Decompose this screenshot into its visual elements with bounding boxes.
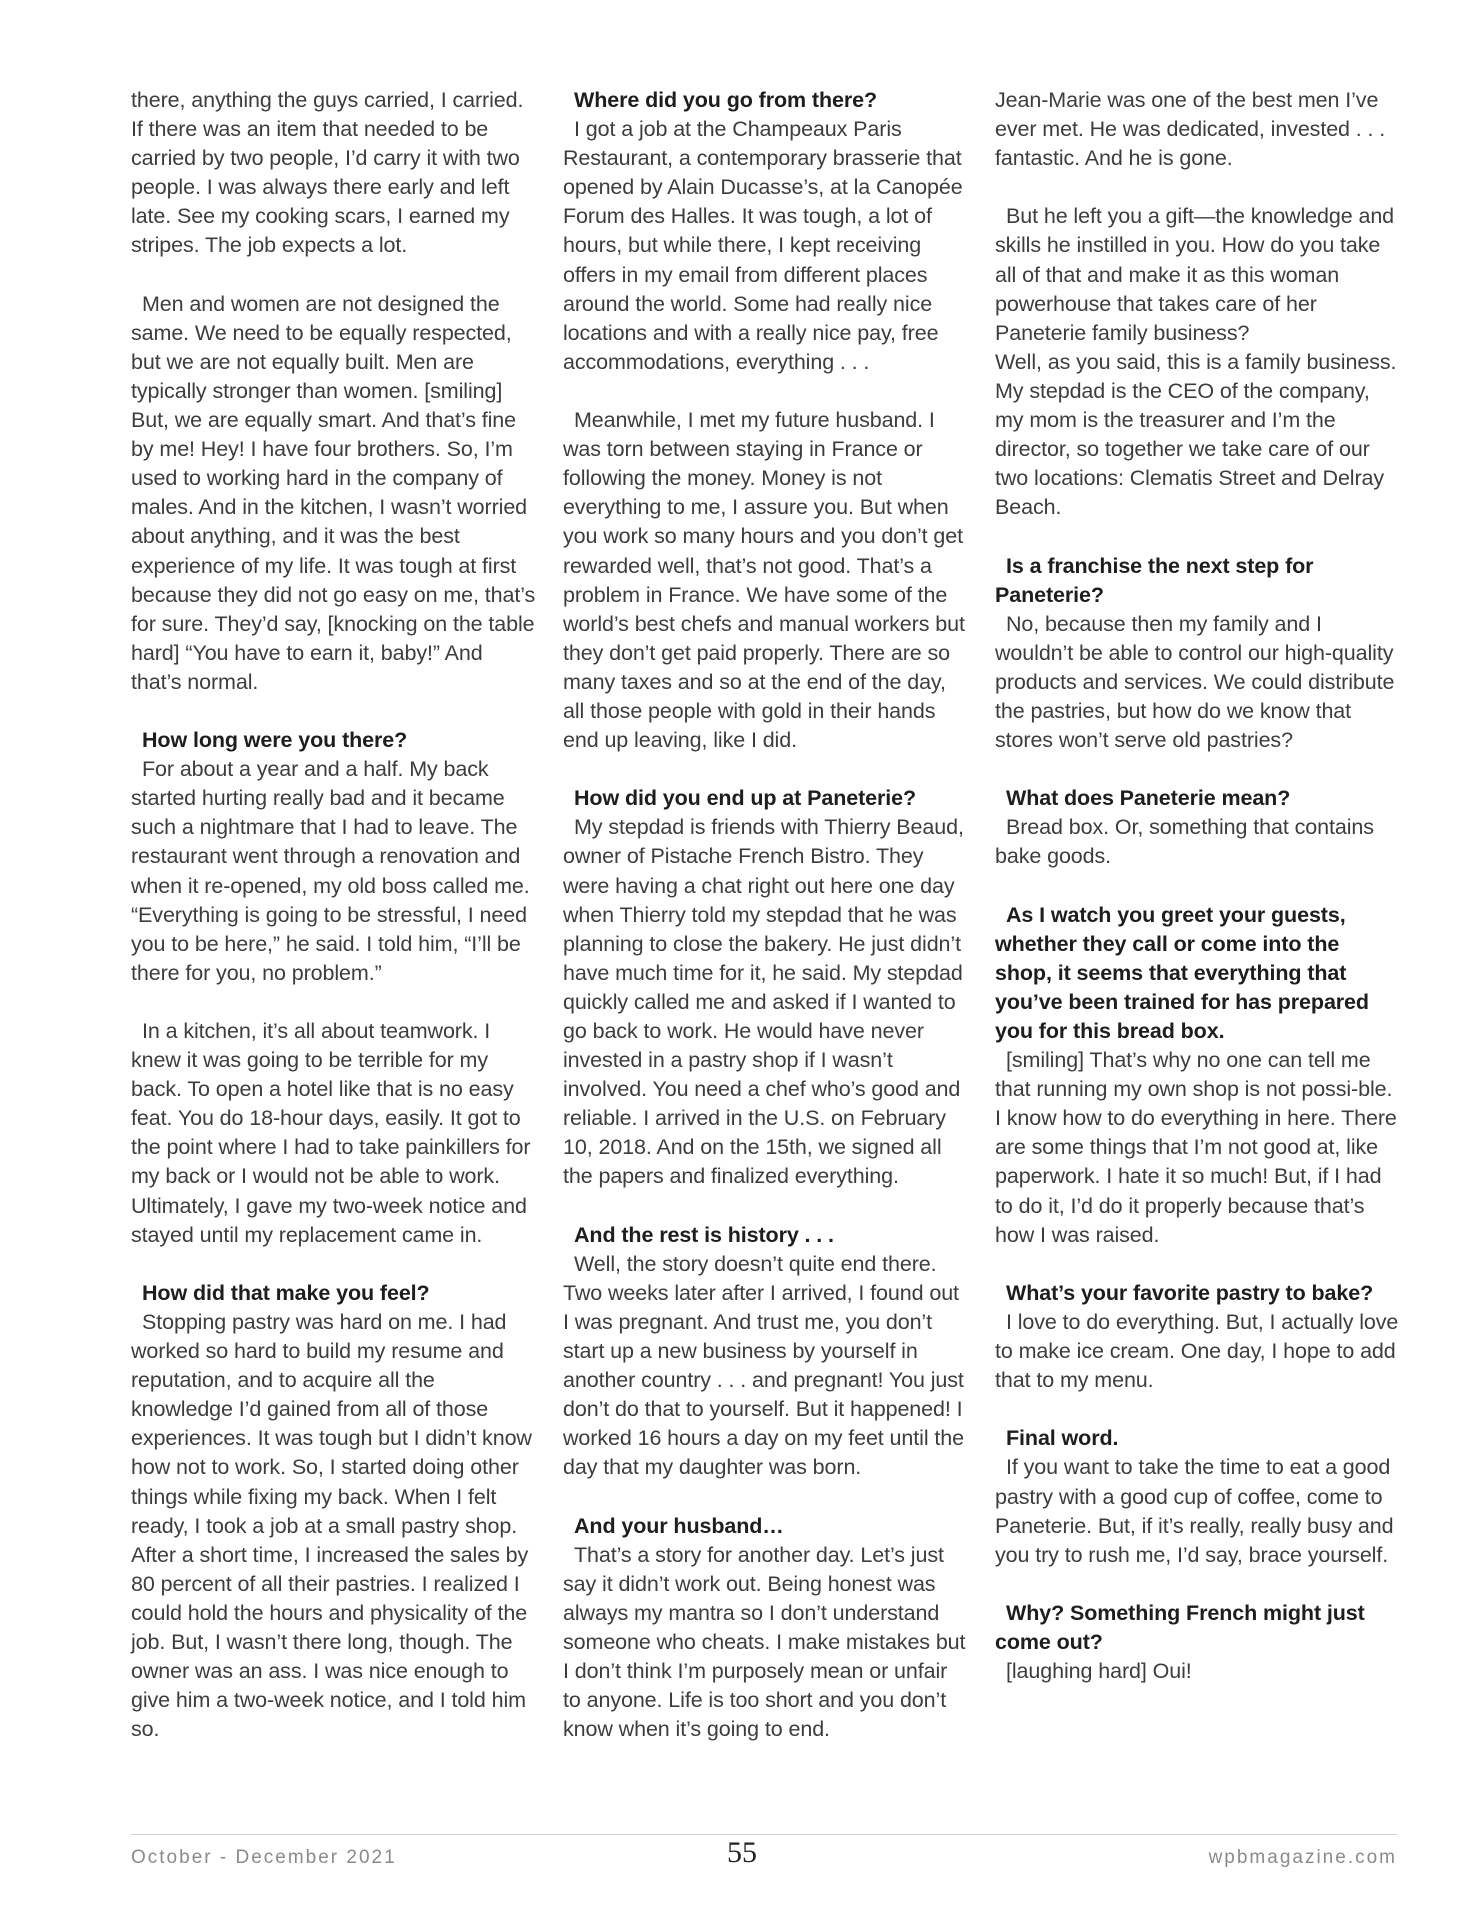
- article-column-3: [995, 86, 1400, 1686]
- interview-answer: I got a job at the Champeaux Paris Restaurant, a contemporary brasserie that opened by Alain Ducasse’s, at la Canopée Forum des Halles. It was tough, a lot of hours, but while there, I kept receiving offers in my email from different places around the world. Some had really nice locations and with a really nice pay, free accommodations, everything . . .: [563, 117, 963, 374]
- body-paragraph: there, anything the guys carried, I carried. If there was an item that needed to be carried by two people, I’d carry it with two people. I was always there early and left late. See my cooking scars, I earned my stripes. The job expects a lot.: [131, 88, 524, 258]
- footer-website: wpbmagazine.com: [1208, 1847, 1397, 1868]
- body-paragraph: In a kitchen, it’s all about teamwork. I knew it was going to be terrible for my back. To open a hotel like that is no easy feat. You do 18-hour days, easily. It got to the point where I had to take painkillers for my back or I would not be able to work. Ultimately, I gave my two-week notice and stayed until my replacement came in.: [131, 1019, 531, 1247]
- interview-question: Final word.: [1006, 1426, 1119, 1451]
- interview-answer: I love to do everything. But, I actually love to make ice cream. One day, I hope to add that to my menu.: [995, 1309, 1399, 1393]
- interview-question: And the rest is history . . .: [574, 1222, 834, 1247]
- interview-answer: My stepdad is friends with Thierry Beaud, owner of Pistache French Bistro. They were having a chat right out here one day when Thierry told my stepdad that he was planning to close the bakery. He just didn’t have much time for it, he said. My stepdad quickly called me and asked if I wanted to go back to work. He would have never invested in a pastry shop if I wasn’t involved. You need a chef who’s good and reliable. I arrived in the U.S. on February 10, 2018. And on the 15th, we signed all the papers and finalized everything.: [563, 815, 964, 1189]
- interview-question: How long were you there?: [142, 728, 408, 753]
- interview-question-continued: But he left you a gift—the knowledge and skills he instilled in you. How do you take all of that and make it as this woman powerhouse that takes care of her Paneterie family business?: [995, 204, 1395, 345]
- page-number: 55: [727, 1836, 757, 1869]
- interview-answer: Well, the story doesn’t quite end there. Two weeks later after I arrived, I found out I was pregnant. And trust me, you don’t start up a new business by yourself in another country . . . and pregnant! You just don’t do that to yourself. But it happened! I worked 16 hours a day on my feet until the day that my daughter was born.: [563, 1251, 964, 1480]
- interview-question: As I watch you greet your guests, whether they call or come into the shop, it seems that everything that you’ve been trained for has prepared you for this bread box.: [995, 902, 1369, 1043]
- interview-question: Why? Something French might just come out?: [995, 1600, 1365, 1654]
- interview-question: What’s your favorite pastry to bake?: [1006, 1280, 1374, 1305]
- interview-answer: Well, as you said, this is a family business. My stepdad is the CEO of the company, my mom is the treasurer and I’m the director, so together we take care of our two locations: Clematis Street and Delray Beach.: [995, 349, 1397, 520]
- article-column-1: [131, 86, 536, 1744]
- footer-issue-date: October - December 2021: [131, 1847, 397, 1868]
- interview-answer: If you want to take the time to eat a good pastry with a good cup of coffee, come to Paneterie. But, if it’s really, really busy and you try to rush me, I’d say, brace yourself.: [995, 1455, 1394, 1567]
- interview-answer: No, because then my family and I wouldn’t be able to control our high-quality products and services. We could distribute the pastries, but how do we know that stores won’t serve old pastries?: [995, 611, 1395, 753]
- interview-answer: For about a year and a half. My back started hurting really bad and it became such a nightmare that I had to leave. The restaurant went through a renovation and when it re-opened, my old boss called me. “Everything is going to be stressful, I need you to be here,” he said. I told him, “I’ll be there for you, no problem.”: [131, 757, 530, 985]
- interview-answer: That’s a story for another day. Let’s just say it didn’t work out. Being honest was always my mantra so I don’t understand someone who cheats. I make mistakes but I don’t think I’m purposely mean or unfair to anyone. Life is too short and you don’t know when it’s going to end.: [563, 1542, 966, 1742]
- interview-question: What does Paneterie mean?: [1006, 786, 1291, 811]
- interview-question: How did that make you feel?: [142, 1280, 430, 1305]
- interview-answer: [smiling] That’s why no one can tell me that running my own shop is not possi-ble. I know how to do everything in here. There are some things that I’m not good at, like paperwork. I hate it so much! But, if I had to do it, I’d do it properly because that’s how I was raised.: [995, 1048, 1397, 1247]
- interview-question: Is a franchise the next step for Paneterie?: [995, 553, 1314, 607]
- body-paragraph: Men and women are not designed the same. We need to be equally respected, but we are not equally built. Men are typically stronger than women. [smiling] But, we are equally smart. And that’s fine by me! Hey! I have four brothers. So, I’m used to working hard in the company of males. And in the kitchen, I wasn’t worried about anything, and it was the best experience of my life. It was tough at first because they did not go easy on me, that’s for sure. They’d say, [knocking on the table hard] “You have to earn it, baby!” And that’s normal.: [131, 291, 536, 694]
- interview-answer: Bread box. Or, something that contains bake goods.: [995, 815, 1374, 869]
- body-paragraph: Jean-Marie was one of the best men I’ve ever met. He was dedicated, invested . . . fantastic. And he is gone.: [995, 88, 1386, 171]
- interview-question: Where did you go from there?: [574, 88, 877, 112]
- interview-question: How did you end up at Paneterie?: [574, 786, 917, 811]
- footer-divider: [131, 1834, 1397, 1835]
- interview-answer: Stopping pastry was hard on me. I had worked so hard to build my resume and reputation, and to acquire all the knowledge I’d gained from all of those experiences. It was tough but I didn’t know how not to work. So, I started doing other things while fixing my back. When I felt ready, I took a job at a small pastry shop. After a short time, I increased the sales by 80 percent of all their pastries. I realized I could hold the hours and physicality of the job. But, I wasn’t there long, though. The owner was an ass. I was nice enough to give him a two-week notice, and I told him so.: [131, 1309, 532, 1742]
- article-column-2: [563, 86, 968, 1744]
- body-paragraph: Meanwhile, I met my future husband. I was torn between staying in France or following the money. Money is not everything to me, I assure you. But when you work so many hours and you don’t get rewarded well, that’s not good. That’s a problem in France. We have some of the world’s best chefs and manual workers but they don’t get paid properly. There are so many taxes and so at the end of the day, all those people with gold in their hands end up leaving, like I did.: [563, 408, 965, 753]
- interview-answer: [laughing hard] Oui!: [1006, 1659, 1192, 1684]
- interview-question: And your husband…: [574, 1513, 784, 1538]
